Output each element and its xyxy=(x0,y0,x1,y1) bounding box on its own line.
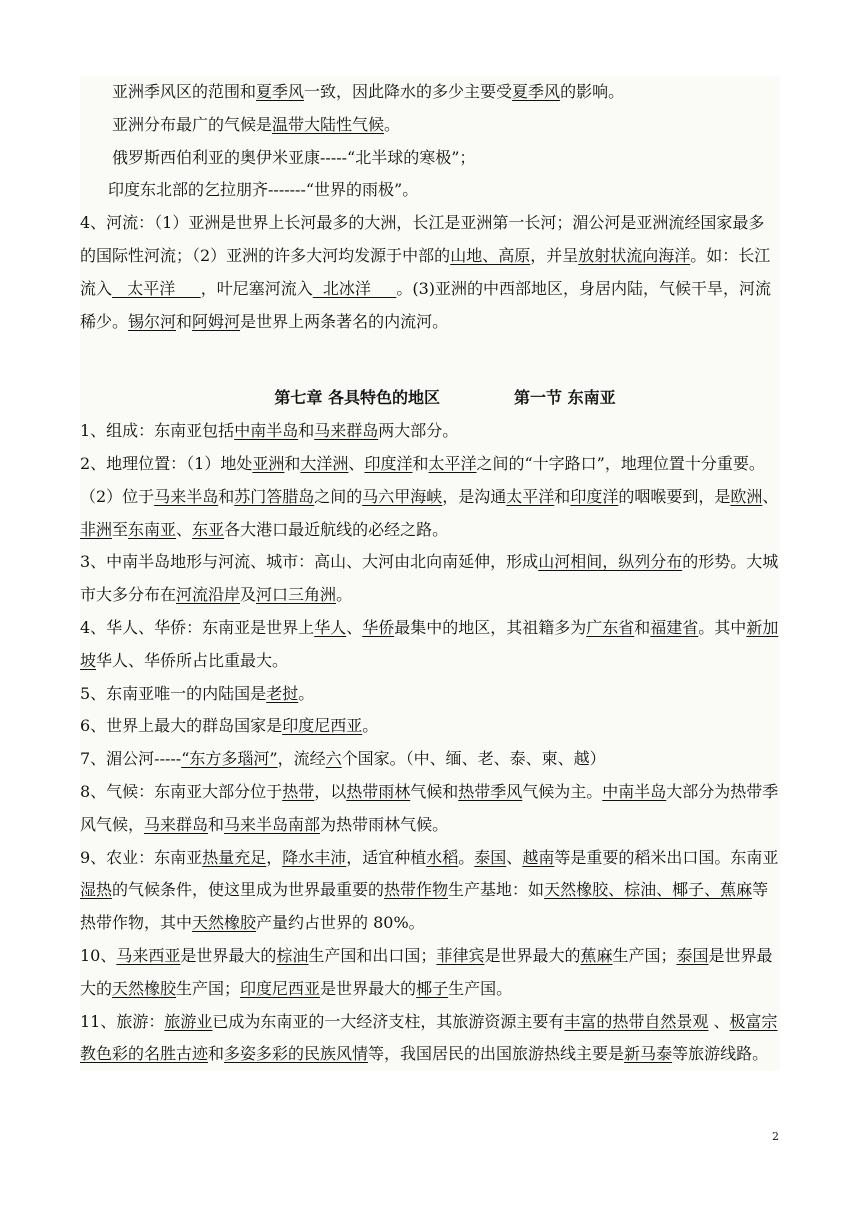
text-run: 大部分为热带季风气候， xyxy=(80,781,779,834)
text-run: 生产国； xyxy=(176,978,241,998)
text-run: 生产国。 xyxy=(448,978,513,998)
underlined-answer: 河口三角洲 xyxy=(256,585,337,605)
paragraph xyxy=(80,76,780,109)
text-run: 11、旅游： xyxy=(80,1011,165,1031)
underlined-answer: 亚洲 xyxy=(252,453,285,473)
text-run: 8、气候：东南亚大部分位于 xyxy=(80,781,283,801)
underlined-answer: 热带雨林 xyxy=(346,781,411,801)
numbered-item xyxy=(80,678,780,711)
underlined-answer: 马来西亚 xyxy=(116,945,181,965)
text-run: ，以 xyxy=(314,781,347,801)
document-body xyxy=(80,76,780,1071)
text-run: 气候和 xyxy=(410,781,459,801)
underlined-answer: 蕉麻 xyxy=(580,945,613,965)
text-run: 。(3)亚洲的中西部地区，身居内陆，气候干旱，河流稀少。 xyxy=(80,278,772,331)
underlined-answer: 夏季风 xyxy=(512,82,561,101)
text-run: 两大部分。 xyxy=(378,421,459,441)
text-run: 的咽喉要到，是 xyxy=(618,486,731,506)
underlined-answer: 泰国 xyxy=(676,945,709,965)
text-run: 、 xyxy=(708,1011,730,1031)
text-run: 印度东北部的乞拉朋齐-------“世界的雨极”。 xyxy=(108,180,419,200)
underlined-answer: 降水丰沛 xyxy=(282,847,347,867)
underlined-answer: 新马泰 xyxy=(624,1044,673,1064)
underlined-answer: 欧洲 xyxy=(730,486,763,506)
asia-climate-rivers-section xyxy=(80,76,780,338)
text-run: 9、农业：东南亚 xyxy=(80,847,203,867)
text-run: 之间的 xyxy=(314,486,363,506)
underlined-answer: 热带季风 xyxy=(458,781,523,801)
underlined-answer: 印度尼西亚 xyxy=(240,978,321,998)
text-run: 3、中南半岛地形与河流、城市：高山、大河由北向南延伸，形成 xyxy=(80,552,539,572)
underlined-answer: 丰富的热带自然景观 xyxy=(564,1011,709,1031)
section-gap xyxy=(80,338,780,382)
paragraph xyxy=(80,207,780,338)
text-run: 和 xyxy=(284,453,301,473)
text-run: 和 xyxy=(298,421,315,441)
text-run: 2、地理位置：（1）地处 xyxy=(80,453,253,473)
text-run: 华人、华侨所占比重最大。 xyxy=(96,650,289,670)
numbered-item xyxy=(80,448,780,546)
underlined-answer: 新加坡 xyxy=(80,617,779,670)
underlined-answer: 棕油 xyxy=(276,945,309,965)
underlined-answer: 天然橡胶 xyxy=(192,913,257,933)
text-run: 亚洲季风区的范围和 xyxy=(112,82,257,101)
text-run: 是世界上两条著名的内流河。 xyxy=(240,311,449,331)
underlined-answer: 北冰洋 xyxy=(312,278,397,298)
text-run: 。 xyxy=(298,683,315,703)
chapter-title: 第七章 各具特色的地区 xyxy=(274,388,440,408)
text-run: 生产国和出口国； xyxy=(308,945,437,965)
underlined-answer: 阿姆河 xyxy=(192,311,241,331)
text-run: 。如：长江流入 xyxy=(80,245,771,298)
text-run: 、 xyxy=(762,486,779,506)
underlined-answer: 印度洋 xyxy=(364,453,413,473)
text-run: ，叶尼塞河流入 xyxy=(200,278,313,298)
underlined-answer: 水稻 xyxy=(426,847,459,867)
text-run: 气候为主。 xyxy=(522,781,603,801)
text-run: 5、东南亚唯一的内陆国是 xyxy=(80,683,267,703)
text-run: 和 xyxy=(218,486,235,506)
text-run: 各大港口最近航线的必经之路。 xyxy=(224,519,449,539)
underlined-answer: 极富宗教色彩的名胜古迹 xyxy=(80,1011,778,1064)
text-run: 、 xyxy=(346,617,363,637)
text-run: 、 xyxy=(506,847,523,867)
text-run: 。其中 xyxy=(698,617,747,637)
underlined-answer: 旅游业 xyxy=(164,1011,213,1031)
underlined-answer: 泰国 xyxy=(474,847,507,867)
text-run: 和 xyxy=(176,311,193,331)
paragraph xyxy=(80,174,780,207)
text-run: 为热带雨林气候。 xyxy=(320,814,449,834)
underlined-answer: 马来群岛 xyxy=(314,421,379,441)
underlined-answer: 山地、高原 xyxy=(450,245,531,265)
text-run: 已成为东南亚的一大经济支柱，其旅游资源主要有 xyxy=(212,1011,565,1031)
text-run: 。 xyxy=(336,585,353,605)
text-run: ，适宜种植 xyxy=(346,847,427,867)
paragraph xyxy=(80,142,780,175)
text-run: 6、世界上最大的群岛国家是 xyxy=(80,716,283,736)
text-run: 4、河流：（1）亚洲是世界上长河最多的大洲，长江是亚洲第一长河；湄公河是亚洲流经国家最多的国际性河流；（2）亚洲的许多大河均发源于中部的 xyxy=(80,213,765,265)
text-run: 亚洲分布最广的气候是 xyxy=(112,114,273,134)
underlined-answer: 放射状流向海洋 xyxy=(578,245,691,265)
text-run: 、 xyxy=(348,453,365,473)
underlined-answer: 温带大陆性气候 xyxy=(272,114,385,134)
text-run: ，流经 xyxy=(277,749,326,769)
underlined-answer: 马来半岛 xyxy=(154,486,219,506)
text-run: 等热带作物，其中 xyxy=(80,880,769,933)
numbered-item xyxy=(80,1006,780,1072)
text-run: 等旅游线路。 xyxy=(672,1044,769,1064)
underlined-answer: 印度尼西亚 xyxy=(282,716,363,736)
text-run: 1、组成：东南亚包括 xyxy=(80,421,235,441)
underlined-answer: 华人 xyxy=(314,617,347,637)
underlined-answer: 华侨 xyxy=(362,617,395,637)
numbered-item xyxy=(80,546,780,612)
text-run: 。 xyxy=(384,114,401,134)
underlined-answer: “东方多瑙河” xyxy=(181,749,278,769)
underlined-answer: 马六甲海峡 xyxy=(362,486,443,506)
underlined-answer: 热带 xyxy=(282,781,315,801)
text-run: 生产基地：如 xyxy=(448,880,545,900)
underlined-answer: 越南 xyxy=(522,847,555,867)
text-run: 之间的“十字路口”，地理位置十分重要。（2）位于 xyxy=(80,453,765,506)
section-title: 第一节 东南亚 xyxy=(514,388,616,408)
numbered-item xyxy=(80,940,780,1006)
text-run: 和 xyxy=(554,486,571,506)
underlined-answer: 太平洋 xyxy=(428,453,477,473)
text-run: 。 xyxy=(362,716,379,736)
text-run: 个国家。（中、缅、老、泰、柬、越） xyxy=(341,749,606,769)
underlined-answer: 东南亚 xyxy=(128,519,177,539)
underlined-answer: 马来半岛南部 xyxy=(224,814,321,834)
underlined-answer: 菲律宾 xyxy=(436,945,485,965)
underlined-answer: 多姿多彩的民族风情 xyxy=(224,1044,369,1064)
text-run: 生产国； xyxy=(612,945,677,965)
text-run: 等是重要的稻米出口国。东南亚 xyxy=(554,847,779,867)
underlined-answer: 锡尔河 xyxy=(128,311,177,331)
text-run: 和 xyxy=(412,453,429,473)
text-run: 的影响。 xyxy=(560,82,625,101)
underlined-answer: 太平洋 xyxy=(112,278,201,298)
underlined-answer: 老挝 xyxy=(266,683,299,703)
underlined-answer: 山河相间，纵列分布 xyxy=(538,552,683,572)
text-run: 至 xyxy=(112,519,129,539)
text-run: 是世界最大的 xyxy=(80,945,773,998)
underlined-answer: 福建省 xyxy=(650,617,699,637)
underlined-answer: 苏门答腊岛 xyxy=(234,486,315,506)
text-run: 和 xyxy=(208,814,225,834)
text-run: 和 xyxy=(208,1044,225,1064)
underlined-answer: 热带作物 xyxy=(384,880,449,900)
numbered-item xyxy=(80,776,780,842)
underlined-answer: 中南半岛 xyxy=(234,421,299,441)
underlined-answer: 天然橡胶、棕油、椰子、蕉麻 xyxy=(544,880,753,900)
numbered-item xyxy=(80,612,780,678)
underlined-answer: 印度洋 xyxy=(570,486,619,506)
underlined-answer: 湿热 xyxy=(80,880,113,900)
underlined-answer: 广东省 xyxy=(586,617,635,637)
paragraph xyxy=(80,109,780,142)
underlined-answer: 马来群岛 xyxy=(144,814,209,834)
southeast-asia-section xyxy=(80,415,780,1071)
chapter-heading xyxy=(80,382,780,415)
underlined-answer: 六 xyxy=(325,749,342,769)
page-number: 2 xyxy=(772,1130,779,1143)
text-run: 。 xyxy=(458,847,475,867)
text-run: 7、湄公河----- xyxy=(80,749,182,769)
text-run: 及 xyxy=(240,585,257,605)
text-run: ，是沟通 xyxy=(442,486,507,506)
text-run: 是世界最大的 xyxy=(320,978,417,998)
underlined-answer: 天然橡胶 xyxy=(112,978,177,998)
text-run: 产量约占世界的 80%。 xyxy=(256,913,425,933)
underlined-answer: 河流沿岸 xyxy=(176,585,241,605)
underlined-answer: 椰子 xyxy=(416,978,449,998)
text-run: ， xyxy=(266,847,283,867)
numbered-item xyxy=(80,743,780,776)
text-run: 的形势。大城市大多分布在 xyxy=(80,552,779,605)
text-run: 的气候条件，使这里成为世界最重要的 xyxy=(112,880,385,900)
underlined-answer: 大洋洲 xyxy=(300,453,349,473)
text-run: 俄罗斯西伯利亚的奥伊米亚康-----“北半球的寒极”； xyxy=(112,147,476,167)
text-run: 等，我国居民的出国旅游热线主要是 xyxy=(368,1044,625,1064)
text-run: 和 xyxy=(634,617,651,637)
numbered-item xyxy=(80,415,780,448)
text-run: 4、华人、华侨：东南亚是世界上 xyxy=(80,617,315,637)
text-run: 是世界最大的 xyxy=(180,945,277,965)
underlined-answer: 中南半岛 xyxy=(602,781,667,801)
text-run: 、 xyxy=(176,519,193,539)
text-run: ，并呈 xyxy=(530,245,579,265)
text-run: 是世界最大的 xyxy=(484,945,581,965)
underlined-answer: 非洲 xyxy=(80,519,113,539)
text-run: 一致，因此降水的多少主要受 xyxy=(304,82,513,101)
underlined-answer: 东亚 xyxy=(192,519,225,539)
numbered-item xyxy=(80,710,780,743)
text-run: 最集中的地区，其祖籍多为 xyxy=(394,617,587,637)
underlined-answer: 太平洋 xyxy=(506,486,555,506)
underlined-answer: 热量充足 xyxy=(202,847,267,867)
underlined-answer: 夏季风 xyxy=(256,82,305,101)
text-run: 10、 xyxy=(80,945,117,965)
numbered-item xyxy=(80,842,780,940)
